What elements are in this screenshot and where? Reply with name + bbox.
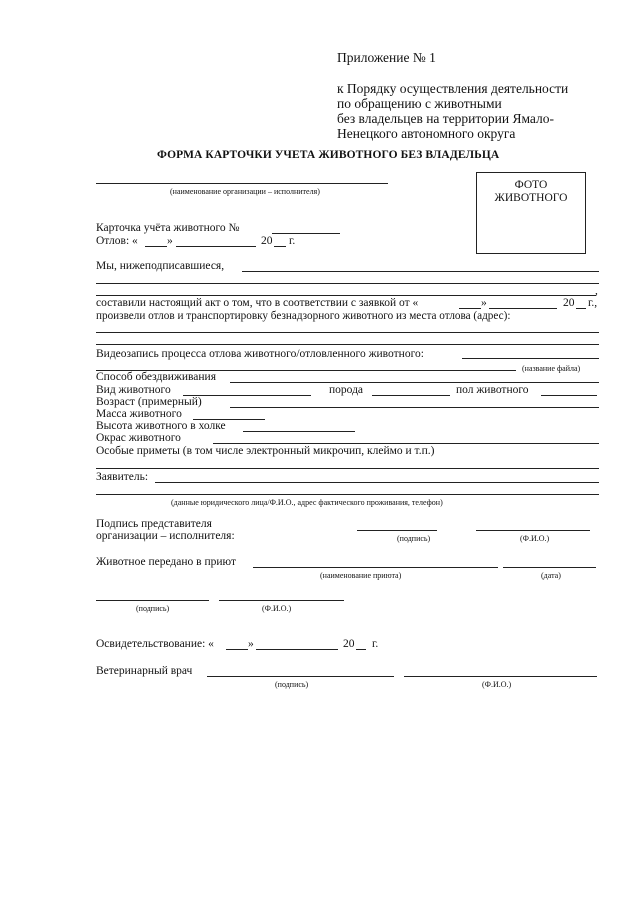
video-line-1[interactable] [462, 358, 599, 359]
signers-comma: , [595, 285, 598, 297]
org-caption: (наименование организации – исполнителя) [170, 187, 320, 196]
height-line[interactable] [243, 431, 355, 432]
applicant-line-1[interactable] [155, 482, 599, 483]
shelter-sign-line[interactable] [96, 600, 209, 601]
signers-line-3[interactable] [96, 295, 596, 296]
act-line-1: составили настоящий акт о том, что в соответствии с заявкой от « [96, 297, 419, 309]
inspection-year: 20 [343, 638, 355, 650]
age-line[interactable] [230, 407, 599, 408]
shelter-date-caption: (дата) [541, 571, 561, 580]
request-month-line[interactable] [489, 308, 557, 309]
inspection-suffix: г. [372, 638, 379, 650]
form-title: ФОРМА КАРТОЧКИ УЧЕТА ЖИВОТНОГО БЕЗ ВЛАДЕЛЬЦА [157, 149, 500, 161]
representative-sign-caption: (подпись) [397, 534, 431, 543]
shelter-date-line[interactable] [503, 567, 596, 568]
immobilization-label: Способ обездвиживания [96, 371, 216, 383]
request-year: 20 [563, 297, 575, 309]
height-label: Высота животного в холке [96, 420, 226, 432]
shelter-name-line[interactable] [253, 567, 498, 568]
address-line-1[interactable] [96, 332, 599, 333]
shelter-sign-caption: (подпись) [136, 604, 170, 613]
sex-line[interactable] [541, 395, 597, 396]
card-number-label: Карточка учёта животного № [96, 222, 240, 234]
vet-name-caption: (Ф.И.О.) [482, 680, 512, 689]
request-suffix: г., [588, 297, 598, 309]
inspection-month-line[interactable] [256, 649, 338, 650]
shelter-label: Животное передано в приют [96, 556, 236, 568]
inspection-label: Освидетельствование: « [96, 638, 214, 650]
address-line-2[interactable] [96, 344, 599, 345]
request-quote: » [481, 297, 487, 309]
applicant-line-2[interactable] [96, 494, 599, 495]
shelter-person-caption: (Ф.И.О.) [262, 604, 292, 613]
vet-name-line[interactable] [404, 676, 597, 677]
marks-line[interactable] [96, 468, 599, 469]
representative-name-line[interactable] [476, 530, 590, 531]
representative-sign-line[interactable] [357, 530, 437, 531]
representative-label-2: организации – исполнителя: [96, 530, 235, 542]
capture-year: 20 [261, 235, 273, 247]
video-label: Видеозапись процесса отлова животного/отловленного животного: [96, 348, 424, 360]
inspection-day-line[interactable] [226, 649, 248, 650]
applicant-caption: (данные юридического лица/Ф.И.О., адрес фактического проживания, телефон) [171, 498, 443, 507]
header-line-2: по обращению с животными [337, 96, 502, 111]
species-label: Вид животного [96, 384, 171, 396]
capture-suffix: г. [289, 235, 296, 247]
video-caption: (название файла) [522, 364, 581, 373]
inspection-quote: » [248, 638, 254, 650]
breed-label: порода [329, 384, 364, 396]
photo-label-2: ЖИВОТНОГО [494, 192, 568, 204]
card-number-line[interactable] [272, 233, 340, 234]
capture-year-line[interactable] [274, 246, 286, 247]
header-line-1: к Порядку осуществления деятельности [337, 81, 569, 96]
header-line-3: без владельцев на территории Ямало- [337, 111, 555, 126]
signers-line-2[interactable] [96, 283, 599, 284]
capture-quote: » [167, 235, 173, 247]
shelter-person-line[interactable] [219, 600, 344, 601]
photo-box [476, 172, 586, 254]
org-name-line[interactable] [96, 183, 388, 184]
species-line[interactable] [183, 395, 311, 396]
applicant-label: Заявитель: [96, 471, 149, 483]
signers-label: Мы, нижеподписавшиеся, [96, 260, 225, 272]
request-year-line[interactable] [576, 308, 586, 309]
breed-line[interactable] [372, 395, 450, 396]
capture-date-label: Отлов: « [96, 235, 138, 247]
request-day-line[interactable] [459, 308, 481, 309]
representative-name-caption: (Ф.И.О.) [520, 534, 550, 543]
vet-sign-line[interactable] [207, 676, 394, 677]
vet-sign-caption: (подпись) [275, 680, 309, 689]
appendix-number: Приложение № 1 [337, 50, 436, 65]
color-line[interactable] [213, 443, 599, 444]
immobilization-line[interactable] [230, 382, 599, 383]
representative-label-1: Подпись представителя [96, 518, 212, 530]
signers-line-1[interactable] [242, 271, 599, 272]
act-line-2: произвели отлов и транспортировку безнадзорного животного из места отлова (адрес): [96, 310, 511, 322]
marks-label: Особые приметы (в том числе электронный микрочип, клеймо и т.п.) [96, 445, 435, 457]
inspection-year-line[interactable] [356, 649, 366, 650]
age-label: Возраст (примерный) [96, 396, 202, 408]
vet-label: Ветеринарный врач [96, 665, 193, 677]
header-line-4: Ненецкого автономного округа [337, 126, 516, 141]
capture-month-line[interactable] [176, 246, 256, 247]
sex-label: пол животного [456, 384, 529, 396]
photo-label-1: ФОТО [514, 179, 548, 191]
capture-day-line[interactable] [145, 246, 167, 247]
color-label: Окрас животного [96, 432, 181, 444]
shelter-name-caption: (наименование приюта) [320, 571, 402, 580]
mass-label: Масса животного [96, 408, 182, 420]
